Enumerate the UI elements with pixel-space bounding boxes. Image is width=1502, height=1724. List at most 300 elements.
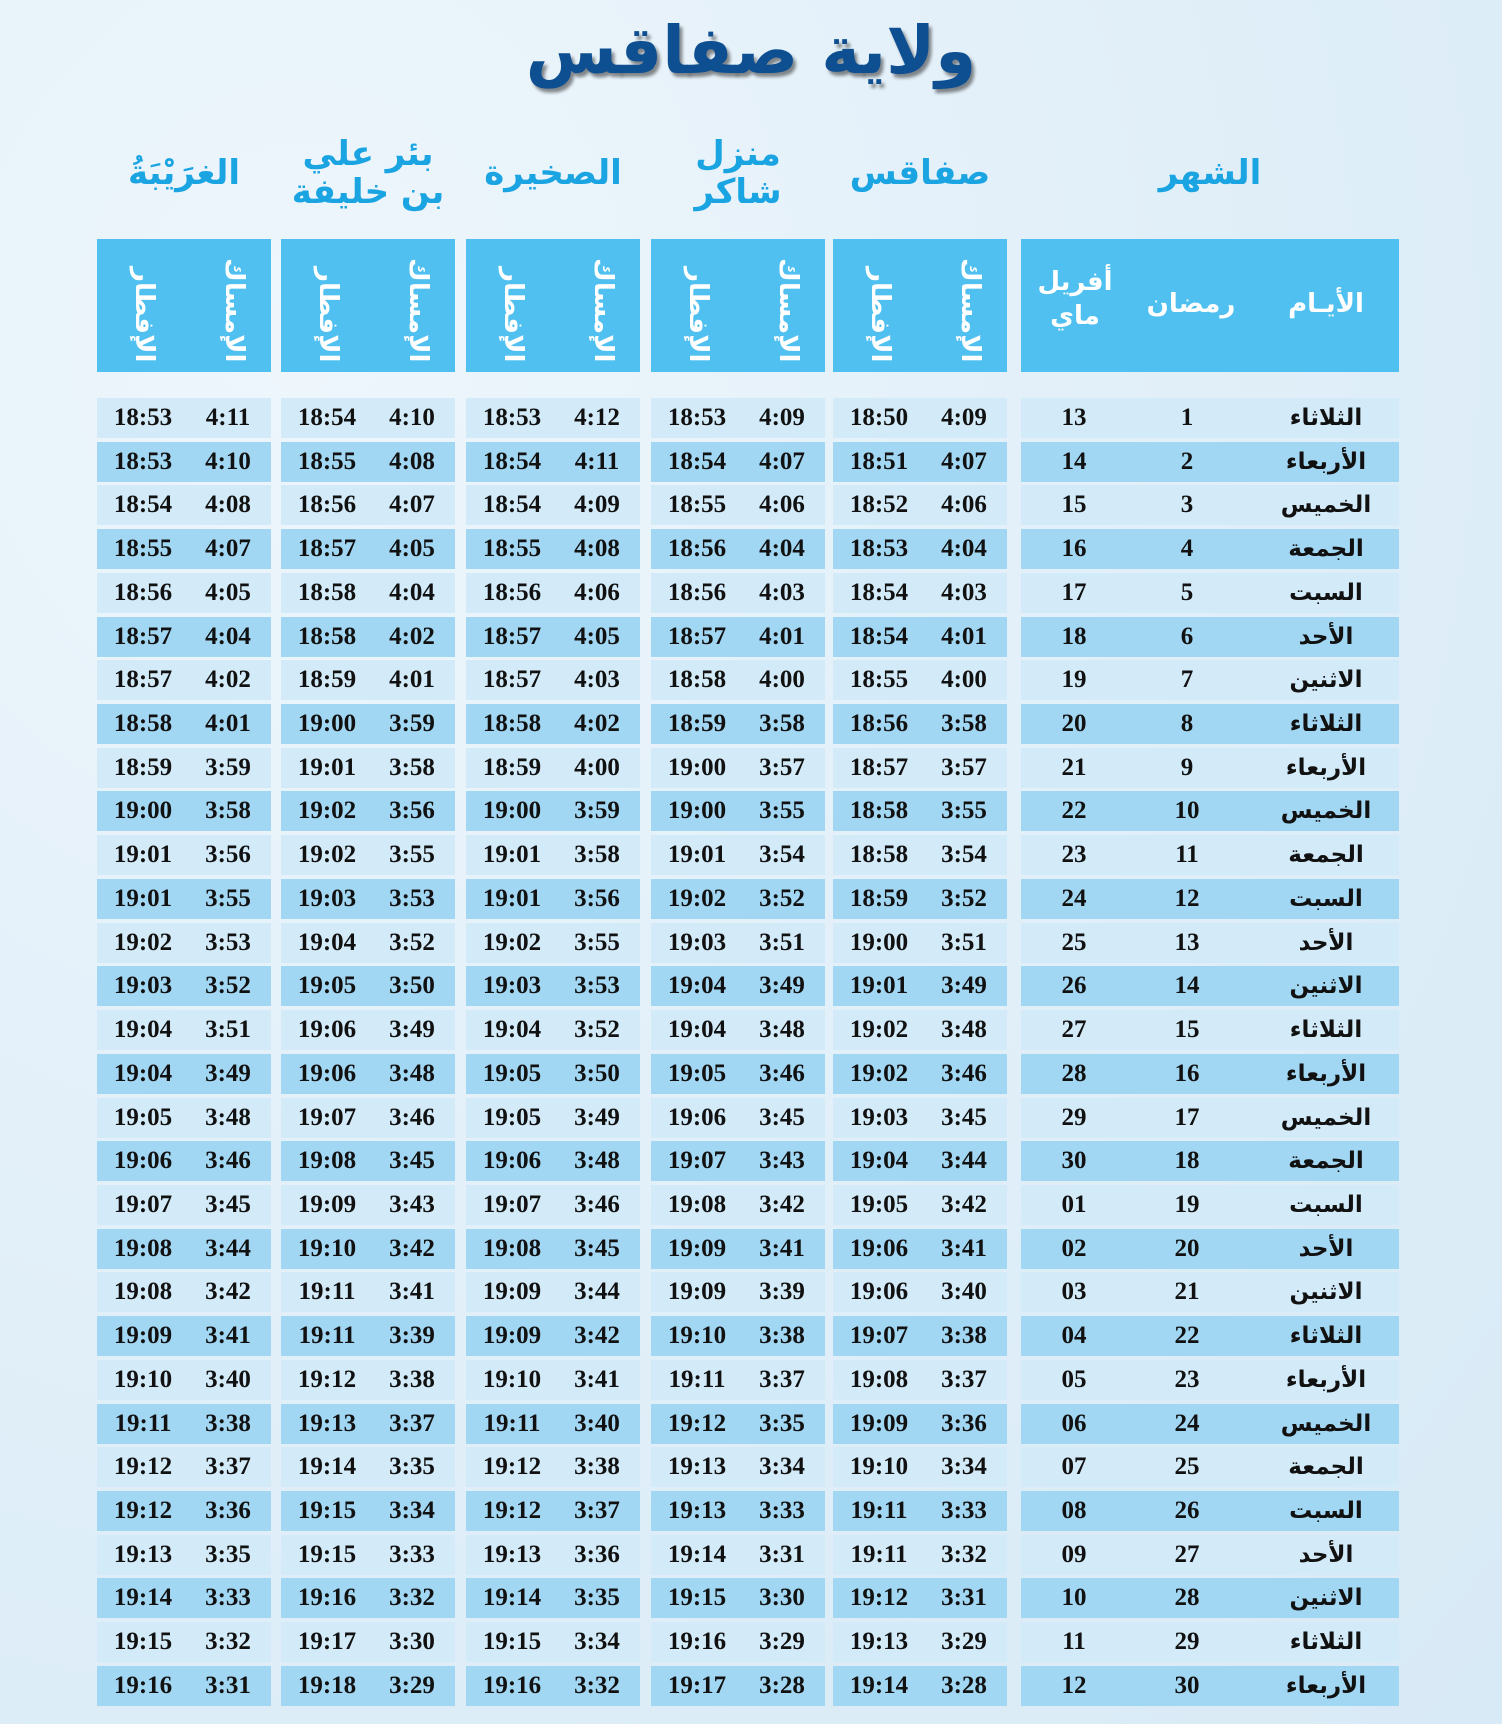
table-row bbox=[0, 573, 1502, 613]
city-cell bbox=[281, 1447, 455, 1487]
city-cell bbox=[466, 617, 640, 657]
city-cell bbox=[651, 1578, 825, 1618]
iftar-time: 19:00 bbox=[667, 753, 727, 781]
iftar-time: 19:02 bbox=[297, 797, 357, 825]
imsak-time: 3:48 bbox=[574, 1147, 620, 1175]
iftar-time: 18:54 bbox=[849, 622, 909, 650]
imsak-header: الإمساك bbox=[403, 257, 433, 362]
city-cell bbox=[281, 1229, 455, 1269]
ramadan-day: 28 bbox=[1174, 1584, 1200, 1612]
imsak-time: 3:42 bbox=[205, 1278, 251, 1306]
iftar-time: 19:13 bbox=[113, 1540, 173, 1568]
imsak-time: 3:37 bbox=[941, 1365, 987, 1393]
row-bg bbox=[1021, 573, 1399, 613]
day-name: الاثنين bbox=[1289, 667, 1363, 694]
imsak-time: 3:38 bbox=[205, 1409, 251, 1437]
city-cell bbox=[97, 398, 271, 438]
imsak-time: 3:52 bbox=[389, 928, 435, 956]
imsak-time: 3:38 bbox=[389, 1365, 435, 1393]
iftar-time: 19:12 bbox=[297, 1365, 357, 1393]
imsak-time: 4:04 bbox=[389, 578, 435, 606]
april-label: أفريل bbox=[1037, 267, 1113, 297]
city-cell bbox=[466, 1272, 640, 1312]
city-cell bbox=[281, 1054, 455, 1094]
gregorian-day: 18 bbox=[1061, 622, 1087, 650]
ramadan-day: 6 bbox=[1180, 622, 1194, 650]
city-cell bbox=[97, 1491, 271, 1531]
imsak-time: 3:59 bbox=[574, 797, 620, 825]
iftar-time: 19:07 bbox=[113, 1190, 173, 1218]
row-bg bbox=[1021, 1229, 1399, 1269]
table-row bbox=[0, 1491, 1502, 1531]
gregorian-day: 16 bbox=[1061, 535, 1087, 563]
imsak-time: 3:34 bbox=[574, 1628, 620, 1656]
imsak-time: 3:51 bbox=[205, 1016, 251, 1044]
month-columns-header bbox=[1021, 239, 1399, 372]
day-name: الجمعة bbox=[1288, 1454, 1364, 1481]
city-cell bbox=[833, 1491, 1007, 1531]
imsak-time: 3:36 bbox=[574, 1540, 620, 1568]
imsak-time: 4:01 bbox=[389, 666, 435, 694]
imsak-time: 3:32 bbox=[941, 1540, 987, 1568]
city-cell bbox=[466, 660, 640, 700]
city-cell bbox=[466, 1054, 640, 1094]
imsak-time: 3:33 bbox=[759, 1497, 805, 1524]
gregorian-day: 08 bbox=[1061, 1497, 1087, 1524]
iftar-header: الإفطار bbox=[498, 266, 528, 362]
iftar-time: 19:12 bbox=[113, 1453, 173, 1481]
city-cell bbox=[281, 835, 455, 875]
iftar-time: 18:57 bbox=[667, 622, 727, 650]
iftar-time: 19:16 bbox=[113, 1671, 173, 1699]
iftar-time: 19:00 bbox=[667, 797, 727, 825]
city-cell bbox=[651, 1141, 825, 1181]
imsak-time: 4:10 bbox=[389, 404, 435, 431]
city-cell bbox=[833, 1010, 1007, 1050]
iftar-time: 19:13 bbox=[482, 1540, 542, 1568]
city-columns-header bbox=[466, 239, 640, 372]
iftar-time: 18:56 bbox=[667, 535, 727, 563]
imsak-time: 4:06 bbox=[759, 491, 805, 519]
table-row bbox=[0, 704, 1502, 744]
imsak-time: 3:40 bbox=[574, 1409, 620, 1437]
city-cell bbox=[281, 1404, 455, 1444]
iftar-time: 19:06 bbox=[849, 1234, 909, 1262]
iftar-time: 18:59 bbox=[482, 753, 542, 781]
ramadan-day: 1 bbox=[1180, 404, 1194, 431]
gregorian-day: 12 bbox=[1061, 1671, 1087, 1699]
city-cell bbox=[833, 966, 1007, 1006]
iftar-time: 19:13 bbox=[667, 1453, 727, 1481]
city-cell bbox=[651, 442, 825, 482]
imsak-time: 3:48 bbox=[759, 1016, 805, 1044]
iftar-time: 19:12 bbox=[849, 1584, 909, 1612]
table-row bbox=[0, 1141, 1502, 1181]
day-name: الخميس bbox=[1280, 1104, 1372, 1131]
imsak-time: 4:02 bbox=[205, 666, 251, 694]
imsak-time: 3:53 bbox=[205, 928, 251, 956]
city-cell bbox=[651, 1491, 825, 1531]
city-cell bbox=[281, 485, 455, 525]
iftar-time: 19:04 bbox=[849, 1147, 909, 1175]
iftar-time: 18:52 bbox=[849, 491, 909, 519]
iftar-time: 18:58 bbox=[113, 710, 173, 738]
row-bg bbox=[1021, 1491, 1399, 1531]
city-cell bbox=[281, 398, 455, 438]
iftar-time: 18:58 bbox=[297, 622, 357, 650]
iftar-time: 18:55 bbox=[297, 447, 357, 475]
iftar-time: 19:06 bbox=[667, 1103, 727, 1131]
imsak-time: 4:07 bbox=[941, 447, 987, 475]
iftar-time: 19:05 bbox=[667, 1059, 727, 1087]
table-row bbox=[0, 791, 1502, 831]
iftar-time: 18:59 bbox=[297, 666, 357, 694]
ramadan-day: 25 bbox=[1174, 1453, 1200, 1481]
gregorian-day: 25 bbox=[1061, 928, 1087, 956]
day-name: الأحد bbox=[1298, 623, 1354, 650]
imsak-header: الإمساك bbox=[588, 257, 618, 362]
row-bg bbox=[1021, 704, 1399, 744]
city-cell bbox=[281, 1272, 455, 1312]
iftar-time: 19:00 bbox=[482, 797, 542, 825]
table-row bbox=[0, 1229, 1502, 1269]
iftar-time: 19:04 bbox=[113, 1059, 173, 1087]
gregorian-day: 21 bbox=[1061, 753, 1087, 781]
iftar-time: 18:59 bbox=[849, 884, 909, 912]
city-cell bbox=[466, 442, 640, 482]
imsak-time: 3:45 bbox=[941, 1103, 987, 1131]
city-cell bbox=[97, 1666, 271, 1706]
city-cell bbox=[97, 485, 271, 525]
imsak-time: 3:52 bbox=[574, 1016, 620, 1044]
iftar-time: 19:08 bbox=[113, 1278, 173, 1306]
iftar-time: 19:17 bbox=[297, 1628, 357, 1656]
city-cell bbox=[833, 835, 1007, 875]
gregorian-day: 23 bbox=[1061, 841, 1087, 869]
imsak-time: 3:46 bbox=[759, 1059, 805, 1087]
city-cell bbox=[833, 1316, 1007, 1356]
imsak-time: 4:03 bbox=[941, 578, 987, 606]
imsak-time: 3:58 bbox=[759, 710, 805, 738]
day-name: الجمعة bbox=[1288, 536, 1364, 563]
iftar-time: 18:54 bbox=[482, 491, 542, 519]
row-bg bbox=[1021, 485, 1399, 525]
city-cell bbox=[281, 1535, 455, 1575]
imsak-time: 3:35 bbox=[389, 1453, 435, 1481]
city-cell bbox=[97, 1272, 271, 1312]
iftar-time: 19:15 bbox=[667, 1584, 727, 1612]
gregorian-day: 20 bbox=[1061, 710, 1087, 738]
may-label: ماي bbox=[1050, 301, 1100, 331]
day-name: الثلاثاء bbox=[1289, 1629, 1363, 1656]
city-cell bbox=[833, 1578, 1007, 1618]
ramadan-day: 2 bbox=[1180, 447, 1194, 475]
city-cell bbox=[97, 791, 271, 831]
city-cell bbox=[466, 966, 640, 1006]
iftar-time: 19:00 bbox=[849, 928, 909, 956]
city-cell bbox=[651, 1447, 825, 1487]
ramadan-day: 30 bbox=[1174, 1671, 1200, 1699]
table-row bbox=[0, 879, 1502, 919]
city-header-line: بئر علي bbox=[302, 134, 434, 174]
city-cell bbox=[466, 398, 640, 438]
iftar-time: 19:01 bbox=[849, 972, 909, 1000]
city-cell bbox=[97, 1229, 271, 1269]
iftar-time: 19:06 bbox=[297, 1016, 357, 1044]
iftar-time: 18:55 bbox=[482, 535, 542, 563]
imsak-time: 3:55 bbox=[389, 841, 435, 869]
city-cell bbox=[97, 1054, 271, 1094]
row-bg bbox=[1021, 748, 1399, 788]
imsak-time: 3:58 bbox=[389, 753, 435, 781]
imsak-time: 3:34 bbox=[759, 1453, 805, 1481]
imsak-time: 3:44 bbox=[941, 1147, 987, 1175]
imsak-time: 3:41 bbox=[389, 1278, 435, 1306]
iftar-time: 19:01 bbox=[482, 884, 542, 912]
imsak-time: 3:56 bbox=[389, 797, 435, 825]
imsak-time: 4:04 bbox=[759, 535, 805, 563]
city-cell bbox=[466, 704, 640, 744]
iftar-header: الإفطار bbox=[313, 266, 343, 362]
city-cell bbox=[97, 1185, 271, 1225]
imsak-time: 3:55 bbox=[574, 928, 620, 956]
imsak-time: 3:49 bbox=[205, 1059, 251, 1087]
city-cell bbox=[97, 1141, 271, 1181]
city-cell bbox=[651, 1185, 825, 1225]
iftar-time: 18:57 bbox=[482, 666, 542, 694]
city-cell bbox=[833, 660, 1007, 700]
city-cell bbox=[281, 791, 455, 831]
city-cell bbox=[466, 1010, 640, 1050]
row-bg bbox=[1021, 442, 1399, 482]
iftar-time: 19:13 bbox=[297, 1409, 357, 1437]
city-cell bbox=[466, 835, 640, 875]
iftar-time: 19:13 bbox=[849, 1628, 909, 1656]
ramadan-day: 17 bbox=[1174, 1103, 1200, 1131]
city-cell bbox=[281, 1666, 455, 1706]
row-bg bbox=[1021, 923, 1399, 963]
row-bg bbox=[1021, 529, 1399, 569]
iftar-time: 19:12 bbox=[667, 1409, 727, 1437]
days-header: الأيـام bbox=[1288, 289, 1364, 319]
imsak-time: 3:52 bbox=[205, 972, 251, 1000]
month-header: الشهر bbox=[1158, 153, 1262, 193]
iftar-time: 19:11 bbox=[298, 1322, 356, 1350]
day-name: الاثنين bbox=[1289, 1585, 1363, 1612]
city-cell bbox=[466, 1535, 640, 1575]
city-cell bbox=[833, 1360, 1007, 1400]
city-cell bbox=[97, 573, 271, 613]
imsak-time: 3:37 bbox=[205, 1453, 251, 1481]
city-cell bbox=[651, 617, 825, 657]
row-bg bbox=[1021, 1141, 1399, 1181]
iftar-time: 19:11 bbox=[850, 1497, 908, 1524]
city-columns-header bbox=[651, 239, 825, 372]
table-row bbox=[0, 748, 1502, 788]
iftar-time: 19:14 bbox=[113, 1584, 173, 1612]
imsak-time: 4:09 bbox=[941, 404, 987, 431]
iftar-time: 19:03 bbox=[667, 928, 727, 956]
gregorian-day: 22 bbox=[1061, 797, 1087, 825]
city-cell bbox=[466, 485, 640, 525]
imsak-time: 3:46 bbox=[205, 1147, 251, 1175]
day-name: الأحد bbox=[1298, 929, 1354, 956]
imsak-time: 3:44 bbox=[205, 1234, 251, 1262]
imsak-time: 4:02 bbox=[389, 622, 435, 650]
imsak-time: 4:11 bbox=[574, 447, 620, 475]
iftar-time: 18:53 bbox=[849, 535, 909, 563]
city-cell bbox=[833, 1447, 1007, 1487]
day-name: الأحد bbox=[1298, 1235, 1354, 1262]
table-row bbox=[0, 398, 1502, 438]
city-cell bbox=[651, 704, 825, 744]
table-row bbox=[0, 485, 1502, 525]
ramadan-day: 27 bbox=[1174, 1540, 1200, 1568]
iftar-time: 19:04 bbox=[482, 1016, 542, 1044]
day-name: الثلاثاء bbox=[1289, 711, 1363, 738]
imsak-time: 4:03 bbox=[759, 578, 805, 606]
imsak-time: 3:41 bbox=[759, 1234, 805, 1262]
iftar-time: 19:02 bbox=[297, 841, 357, 869]
gregorian-day: 24 bbox=[1061, 884, 1087, 912]
iftar-time: 19:03 bbox=[113, 972, 173, 1000]
gregorian-day: 29 bbox=[1061, 1103, 1087, 1131]
iftar-time: 18:55 bbox=[113, 535, 173, 563]
imsak-time: 3:54 bbox=[759, 841, 805, 869]
row-bg bbox=[1021, 879, 1399, 919]
city-cell bbox=[466, 1666, 640, 1706]
iftar-time: 19:03 bbox=[482, 972, 542, 1000]
city-cell bbox=[833, 1666, 1007, 1706]
city-header-sfax: صفاقس bbox=[849, 153, 991, 193]
imsak-time: 3:34 bbox=[941, 1453, 987, 1481]
imsak-time: 4:08 bbox=[389, 447, 435, 475]
city-cell bbox=[651, 966, 825, 1006]
imsak-time: 4:11 bbox=[205, 404, 251, 431]
imsak-time: 3:40 bbox=[941, 1278, 987, 1306]
city-cell bbox=[97, 966, 271, 1006]
city-cell bbox=[651, 791, 825, 831]
iftar-time: 19:10 bbox=[849, 1453, 909, 1481]
table-row bbox=[0, 1316, 1502, 1356]
table-row bbox=[0, 966, 1502, 1006]
imsak-time: 3:42 bbox=[574, 1322, 620, 1350]
table-row bbox=[0, 835, 1502, 875]
iftar-time: 18:53 bbox=[113, 447, 173, 475]
imsak-time: 3:32 bbox=[574, 1671, 620, 1699]
imsak-time: 4:02 bbox=[574, 710, 620, 738]
row-bg bbox=[1021, 1054, 1399, 1094]
day-name: الاثنين bbox=[1289, 973, 1363, 1000]
imsak-time: 3:30 bbox=[759, 1584, 805, 1612]
imsak-time: 3:50 bbox=[389, 972, 435, 1000]
imsak-time: 3:33 bbox=[941, 1497, 987, 1524]
imsak-time: 3:42 bbox=[389, 1234, 435, 1262]
row-bg bbox=[1021, 1360, 1399, 1400]
iftar-time: 19:07 bbox=[667, 1147, 727, 1175]
imsak-time: 4:08 bbox=[574, 535, 620, 563]
iftar-time: 19:01 bbox=[297, 753, 357, 781]
iftar-time: 19:11 bbox=[298, 1278, 356, 1306]
city-header-menzel-chaker bbox=[651, 128, 825, 218]
imsak-time: 4:01 bbox=[759, 622, 805, 650]
imsak-time: 3:55 bbox=[759, 797, 805, 825]
city-cell bbox=[651, 1316, 825, 1356]
gregorian-day: 06 bbox=[1061, 1409, 1087, 1437]
city-cell bbox=[466, 1360, 640, 1400]
iftar-time: 19:09 bbox=[667, 1278, 727, 1306]
iftar-time: 19:10 bbox=[297, 1234, 357, 1262]
city-cell bbox=[466, 1098, 640, 1138]
iftar-time: 19:15 bbox=[297, 1497, 357, 1524]
iftar-time: 19:05 bbox=[849, 1190, 909, 1218]
city-cell bbox=[651, 1404, 825, 1444]
ramadan-day: 7 bbox=[1180, 666, 1194, 694]
table-row bbox=[0, 1054, 1502, 1094]
imsak-time: 3:49 bbox=[759, 972, 805, 1000]
row-bg bbox=[1021, 1535, 1399, 1575]
imsak-time: 3:46 bbox=[574, 1190, 620, 1218]
iftar-time: 19:02 bbox=[113, 928, 173, 956]
city-cell bbox=[466, 923, 640, 963]
iftar-time: 19:08 bbox=[849, 1365, 909, 1393]
imsak-time: 3:29 bbox=[759, 1628, 805, 1656]
imsak-time: 3:43 bbox=[389, 1190, 435, 1218]
day-name: السبت bbox=[1289, 1498, 1363, 1524]
day-name: الثلاثاء bbox=[1289, 1323, 1363, 1350]
iftar-time: 19:14 bbox=[297, 1453, 357, 1481]
gregorian-day: 19 bbox=[1061, 666, 1087, 694]
city-cell bbox=[833, 1229, 1007, 1269]
imsak-time: 3:31 bbox=[205, 1671, 251, 1699]
city-cell bbox=[651, 485, 825, 525]
iftar-time: 18:58 bbox=[849, 797, 909, 825]
iftar-time: 19:04 bbox=[297, 928, 357, 956]
iftar-time: 18:53 bbox=[482, 404, 542, 431]
city-cell bbox=[833, 1185, 1007, 1225]
iftar-time: 19:07 bbox=[297, 1103, 357, 1131]
city-cell bbox=[97, 1360, 271, 1400]
iftar-time: 19:00 bbox=[113, 797, 173, 825]
iftar-header: الإفطار bbox=[129, 266, 159, 362]
city-cell bbox=[97, 1622, 271, 1662]
imsak-time: 3:35 bbox=[574, 1584, 620, 1612]
imsak-time: 3:58 bbox=[574, 841, 620, 869]
iftar-header: الإفطار bbox=[683, 266, 713, 362]
iftar-time: 18:56 bbox=[482, 578, 542, 606]
city-cell bbox=[833, 617, 1007, 657]
city-cell bbox=[833, 1535, 1007, 1575]
imsak-time: 3:54 bbox=[941, 841, 987, 869]
iftar-time: 18:55 bbox=[667, 491, 727, 519]
iftar-time: 18:57 bbox=[113, 622, 173, 650]
ramadan-day: 29 bbox=[1174, 1628, 1200, 1656]
imsak-time: 3:53 bbox=[389, 884, 435, 912]
city-cell bbox=[651, 748, 825, 788]
row-bg bbox=[1021, 1272, 1399, 1312]
day-name: الأحد bbox=[1298, 1541, 1354, 1568]
iftar-time: 19:11 bbox=[483, 1409, 541, 1437]
imsak-time: 4:00 bbox=[574, 753, 620, 781]
ramadan-day: 20 bbox=[1174, 1234, 1200, 1262]
imsak-time: 3:34 bbox=[389, 1497, 435, 1524]
city-cell bbox=[651, 529, 825, 569]
city-header-line: بن خليفة bbox=[291, 172, 445, 212]
city-cell bbox=[833, 748, 1007, 788]
imsak-time: 3:37 bbox=[574, 1497, 620, 1524]
imsak-time: 3:31 bbox=[941, 1584, 987, 1612]
iftar-time: 19:08 bbox=[113, 1234, 173, 1262]
